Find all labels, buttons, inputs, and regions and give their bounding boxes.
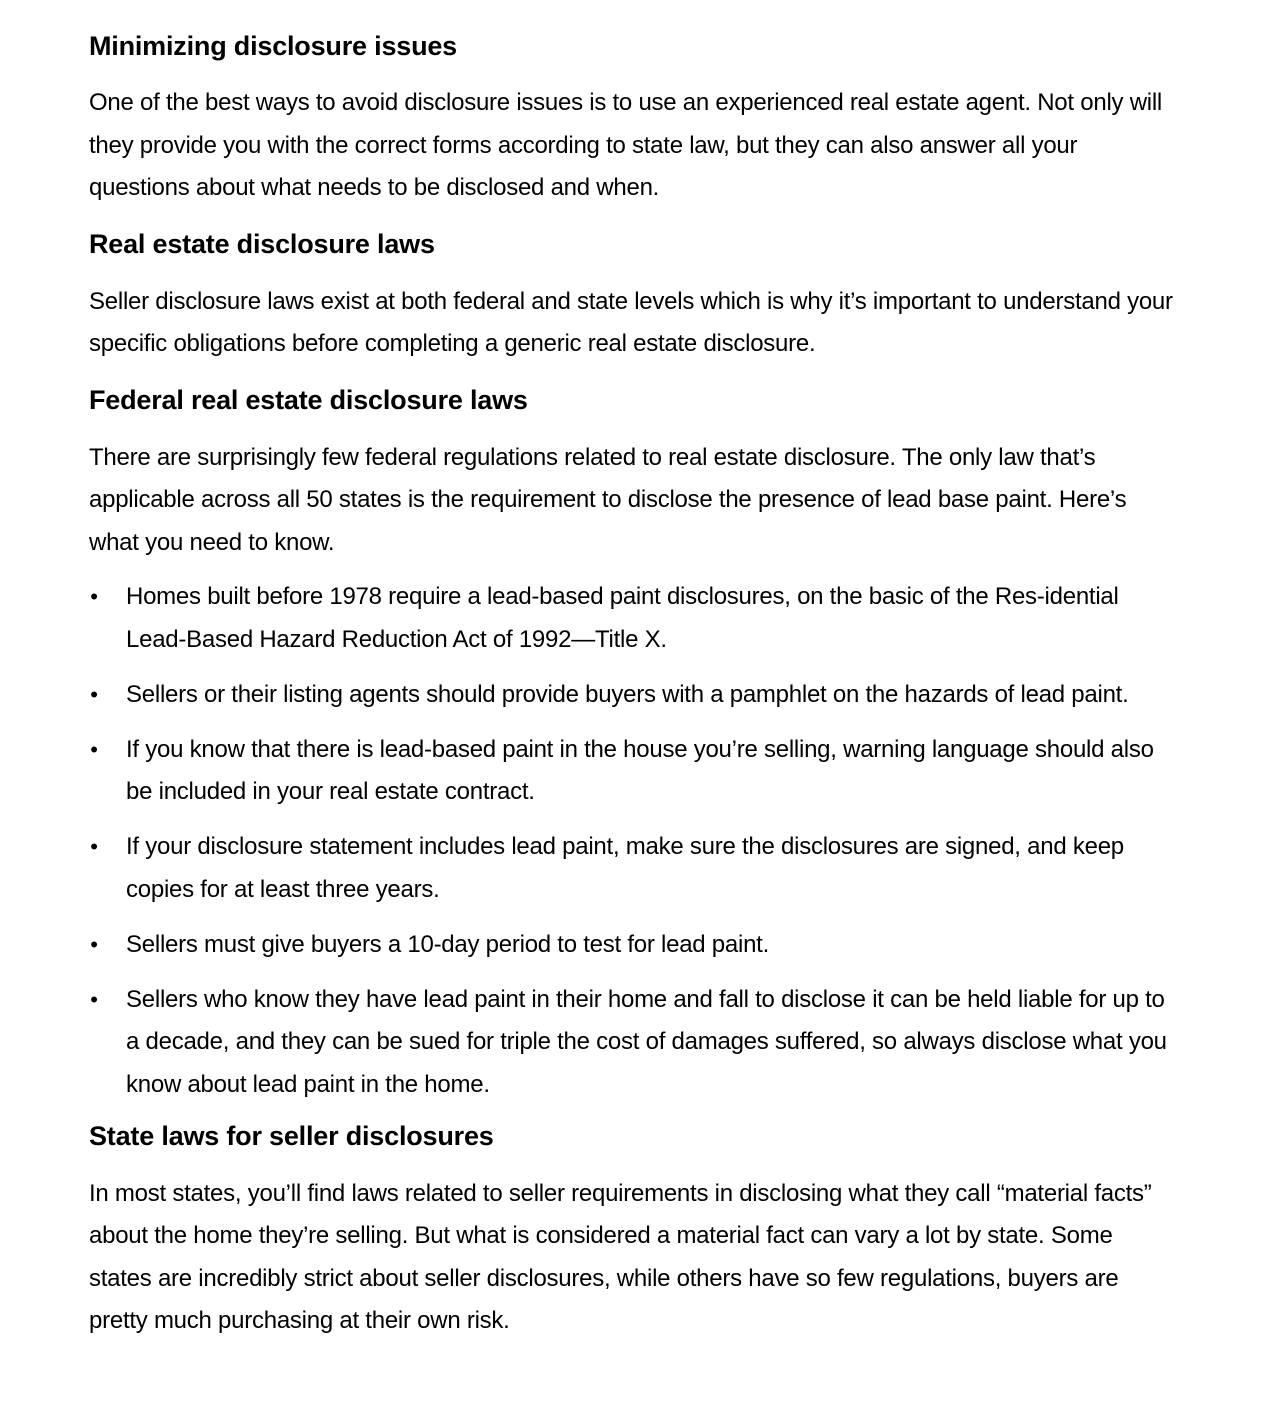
bullet-icon: • <box>90 931 98 957</box>
list-item-text: Sellers who know they have lead paint in their home and fall to disclose it can be held liable for up to a decade, and they can be sued for triple the cost of damages suffered, so always disclose what you know about lead paint in the home. <box>126 985 1167 1098</box>
heading-minimizing-disclosure-issues: Minimizing disclosure issues <box>89 31 457 61</box>
list-item <box>89 674 1179 717</box>
paragraph-minimizing: One of the best ways to avoid disclosure issues is to use an experienced real estate agent. Not only will they provide you with the correct forms according to state law, but they can also answer all your questions about what needs to be disclosed and when. <box>89 89 1163 201</box>
list-item-text: Sellers or their listing agents should provide buyers with a pamphlet on the hazards of lead paint. <box>126 680 1129 708</box>
list-item-text: If your disclosure statement includes lead paint, make sure the disclosures are signed, and keep copies for at least three years. <box>126 833 1124 903</box>
bullet-icon: • <box>90 986 98 1012</box>
list-item <box>89 979 1179 1107</box>
list-item <box>89 729 1179 814</box>
bullet-icon: • <box>90 681 98 707</box>
list-item <box>89 576 1179 661</box>
heading-real-estate-disclosure-laws: Real estate disclosure laws <box>89 228 435 259</box>
list-item-text: Sellers must give buyers a 10-day period to test for lead paint. <box>126 930 770 958</box>
federal-bullet-list <box>89 576 1179 1106</box>
list-item-text: If you know that there is lead-based paint in the house you’re selling, warning language should also be included in your real estate contract. <box>126 735 1154 805</box>
heading-federal-disclosure-laws: Federal real estate disclosure laws <box>89 384 528 415</box>
paragraph-federal: There are surprisingly few federal regulations related to real estate disclosure. The only law that’s applicable across all 50 states is the requirement to disclose the presence of lead base paint. Here’s what you need to know. <box>89 443 1127 556</box>
bullet-icon: • <box>90 834 98 859</box>
paragraph-laws: Seller disclosure laws exist at both federal and state levels which is why it’s important to understand your specific obligations before completing a generic real estate disclosure. <box>89 287 1173 357</box>
heading-state-laws: State laws for seller disclosures <box>89 1120 494 1151</box>
bullet-icon: • <box>90 584 98 609</box>
list-item-text: Homes built before 1978 require a lead-based paint disclosures, on the basic of the Res-idential Lead-Based Hazard Reduction Act of 1992—Title X. <box>126 583 1119 653</box>
paragraph-state: In most states, you’ll find laws related to seller requirements in disclosing what they call “material facts” about the home they’re selling. But what is considered a material fact can vary a lot by state. Some states are incredibly strict about seller disclosures, while others have so few regulations, buyers are pretty much purchasing at their own risk. <box>89 1179 1152 1334</box>
list-item <box>89 826 1179 911</box>
document-page <box>89 0 1179 1343</box>
list-item <box>89 924 1179 967</box>
bullet-icon: • <box>90 736 98 762</box>
